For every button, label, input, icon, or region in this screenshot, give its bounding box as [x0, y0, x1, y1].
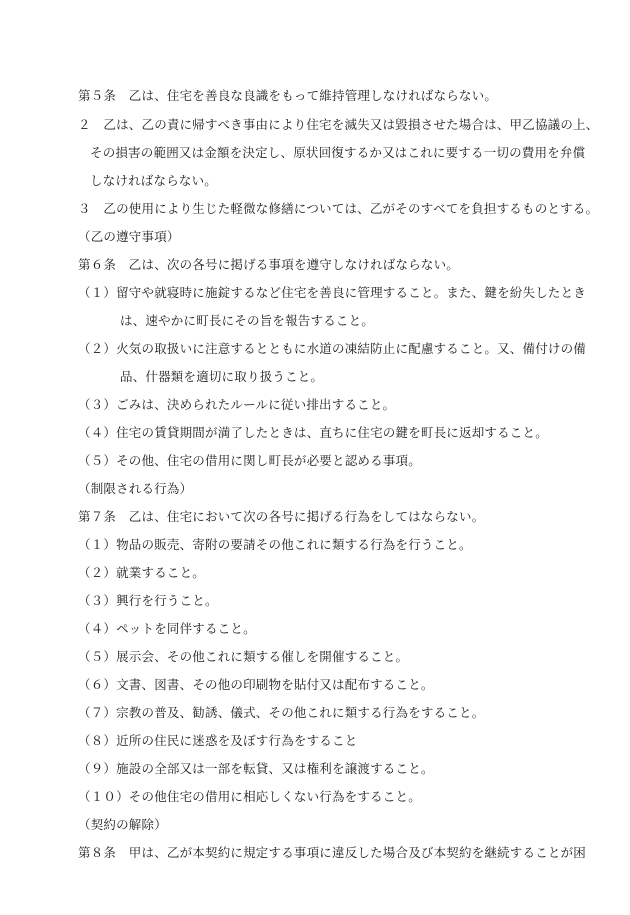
list-item: （３）ごみは、決められたルールに従い排出すること。	[78, 397, 396, 412]
article-8-text: 第８条 甲は、乙が本契約に規定する事項に違反した場合及び本契約を継続することが困	[78, 845, 587, 860]
article-5-text: 第５条 乙は、住宅を善良な良識をもって維持管理しなければならない。	[78, 88, 498, 103]
article-6-text: 第６条 乙は、次の各号に掲げる事項を遵守しなければならない。	[78, 257, 460, 272]
list-item: （７）宗教の普及、勧誘、儀式、その他これに類する行為をすること。	[78, 705, 485, 720]
list-item: （９）施設の全部又は一部を転貸、又は権利を譲渡すること。	[78, 761, 434, 776]
section-heading: （契約の解除）	[78, 817, 167, 832]
article-5-paragraph-2-cont: しなければならない。	[90, 173, 218, 188]
list-item-cont: は、速やかに町長にその旨を報告すること。	[120, 313, 375, 328]
article-5-paragraph-3: ３ 乙の使用により生じた軽微な修繕については、乙がそのすべてを負担するものとする。	[78, 201, 599, 216]
list-item: （５）その他、住宅の借用に関し町長が必要と認める事項。	[78, 453, 421, 468]
list-item: （１）物品の販売、寄附の要請その他これに類する行為を行うこと。	[78, 537, 472, 552]
list-item: （１）留守や就寝時に施錠するなど住宅を善良に管理すること。また、鍵を紛失したとき	[78, 285, 587, 300]
section-heading: （乙の遵守事項）	[78, 229, 180, 244]
article-7-text: 第７条 乙は、住宅において次の各号に掲げる行為をしてはならない。	[78, 509, 485, 524]
article-5-paragraph-2: ２ 乙は、乙の責に帰すべき事由により住宅を滅失又は毀損させた場合は、甲乙協議の上、	[78, 117, 599, 132]
list-item: （１０）その他住宅の借用に相応しくない行為をすること。	[78, 789, 421, 804]
article-5-paragraph-2-cont: その損害の範囲又は金額を決定し、原状回復するか又はこれに要する一切の費用を弁償	[90, 145, 586, 160]
list-item: （６）文書、図書、その他の印刷物を貼付又は配布すること。	[78, 677, 434, 692]
section-heading: （制限される行為）	[78, 481, 193, 496]
list-item: （２）火気の取扱いに注意するとともに水道の凍結防止に配慮すること。又、備付けの備	[78, 341, 587, 356]
list-item: （４）住宅の賃貸期間が満了したときは、直ちに住宅の鍵を町長に返却すること。	[78, 425, 548, 440]
list-item: （８）近所の住民に迷惑を及ぼす行為をすること	[78, 733, 358, 748]
list-item: （３）興行を行うこと。	[78, 593, 218, 608]
list-item: （５）展示会、その他これに類する催しを開催すること。	[78, 649, 409, 664]
list-item: （４）ペットを同伴すること。	[78, 621, 256, 636]
list-item-cont: 品、什器類を適切に取り扱うこと。	[120, 369, 324, 384]
list-item: （２）就業すること。	[78, 565, 206, 580]
